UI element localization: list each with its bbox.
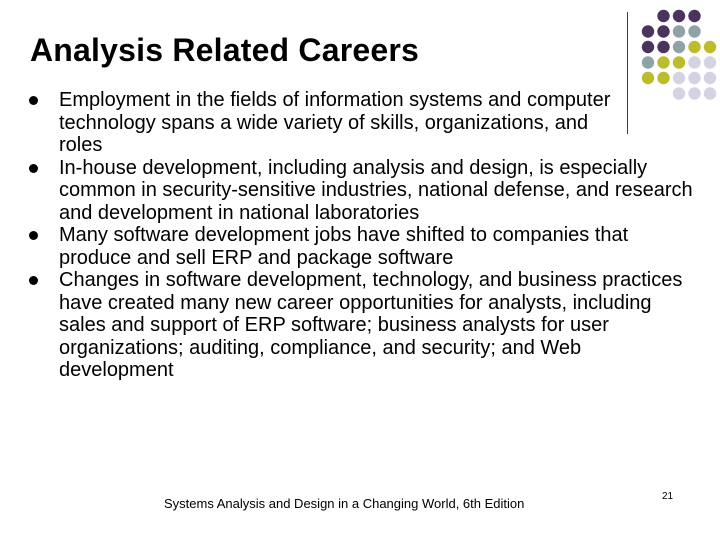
decorative-dot [642, 25, 654, 37]
decorative-dot [704, 41, 716, 53]
slide-footer: Systems Analysis and Design in a Changing World, 6th Edition [164, 496, 525, 511]
bullet-dot [29, 231, 38, 240]
bullet-item [28, 89, 698, 157]
decorative-dot [704, 72, 716, 84]
decorative-dot [688, 56, 700, 68]
decorative-dot [673, 72, 685, 84]
bullet-text: Employment in the fields of information systems and computer technology spans a wide variety of skills, organizations, and roles [59, 89, 611, 156]
decorative-dot [657, 25, 669, 37]
page-number: 21 [662, 491, 674, 502]
bullet-dot [29, 164, 38, 173]
decorative-dot [688, 72, 700, 84]
decorative-dot [688, 41, 700, 53]
decorative-dot [673, 56, 685, 68]
bullet-dot [29, 276, 38, 285]
bullet-item [28, 269, 698, 382]
bullet-text: In-house development, including analysis and design, is especially common in security-sensitive industries, national defense, and research and development in national laboratories [59, 156, 693, 224]
bullet-text: Many software development jobs have shifted to companies that produce and sell ERP and package software [59, 224, 629, 269]
decorative-dot [642, 72, 654, 84]
bullet-text: Changes in software development, technology, and business practices have created many new career opportunities for analysts, including sales and support of ERP software; business analysts for user organizations; auditing, compliance, and security; and Web development [59, 269, 683, 381]
decorative-dot [657, 41, 669, 53]
decorative-dot [657, 72, 669, 84]
decorative-dot [704, 56, 716, 68]
decorative-dot [673, 25, 685, 37]
decorative-dot [704, 87, 716, 99]
decorative-dot [642, 41, 654, 53]
bullet-list [28, 89, 698, 382]
decorative-dot [657, 10, 669, 22]
bullet-dot [29, 96, 38, 105]
decorative-dot [657, 56, 669, 68]
bullet-item [28, 224, 698, 269]
bullet-item [28, 157, 698, 225]
decorative-dot [673, 41, 685, 53]
decorative-dot [673, 10, 685, 22]
decorative-dot [688, 10, 700, 22]
slide-title: Analysis Related Careers [30, 32, 420, 68]
decorative-dot [688, 25, 700, 37]
decorative-dot [642, 56, 654, 68]
